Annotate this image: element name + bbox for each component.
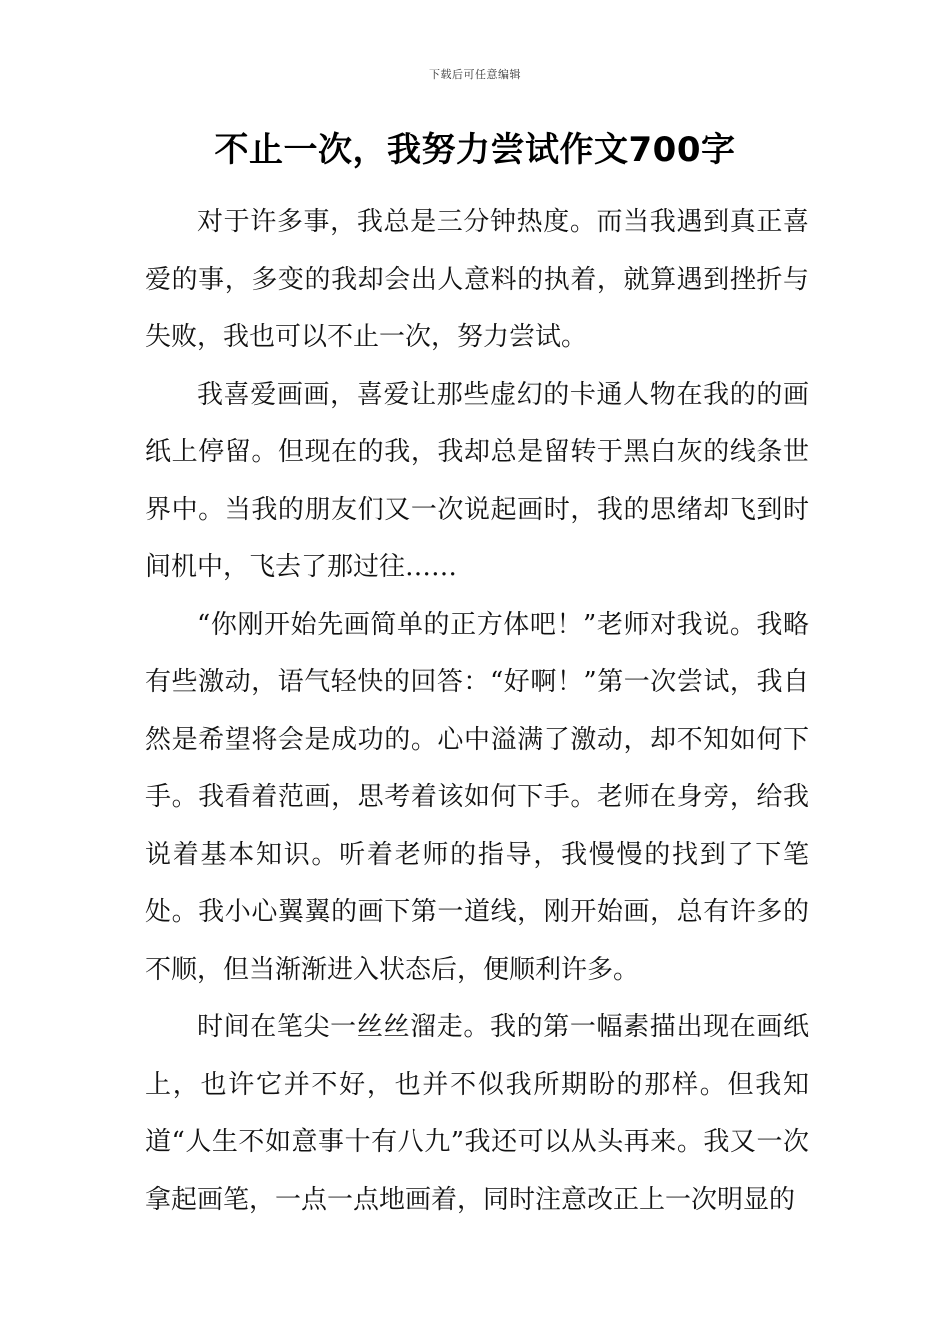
header-note: 下载后可任意编辑 [429, 68, 521, 81]
paragraph: 我喜爱画画，喜爱让那些虚幻的卡通人物在我的的画纸上停留。但现在的我，我却总是留转于黑白灰的线条世界中。当我的朋友们又一次说起画时，我的思绪却飞到时间机中，飞去了那过往…… [145, 379, 809, 582]
paragraph: “你刚开始先画简单的正方体吧！”老师对我说。我略有些激动，语气轻快的回答：“好啊！”第一次尝试，我自然是希望将会是成功的。心中溢满了激动，却不知如何下手。我看着范画，思考着该如何下手。老师在身旁，给我说着基本知识。听着老师的指导，我慢慢的找到了下笔处。我小心翼翼的画下第一道线，刚开始画，总有许多的不顺，但当渐渐进入状态后，便顺利许多。 [145, 609, 809, 985]
paragraph: 对于许多事，我总是三分钟热度。而当我遇到真正喜爱的事，多变的我却会出人意料的执着，就算遇到挫折与失败，我也可以不止一次，努力尝试。 [145, 207, 809, 352]
paragraph: 时间在笔尖一丝丝溜走。我的第一幅素描出现在画纸上，也许它并不好，也并不似我所期盼的那样。但我知道“人生不如意事十有八九”我还可以从头再来。我又一次拿起画笔，一点一点地画着，同时注意改正上一次明显的 [145, 1012, 809, 1215]
document-body [145, 194, 809, 1229]
document-title: 不止一次，我努力尝试作文700字 [214, 130, 736, 170]
